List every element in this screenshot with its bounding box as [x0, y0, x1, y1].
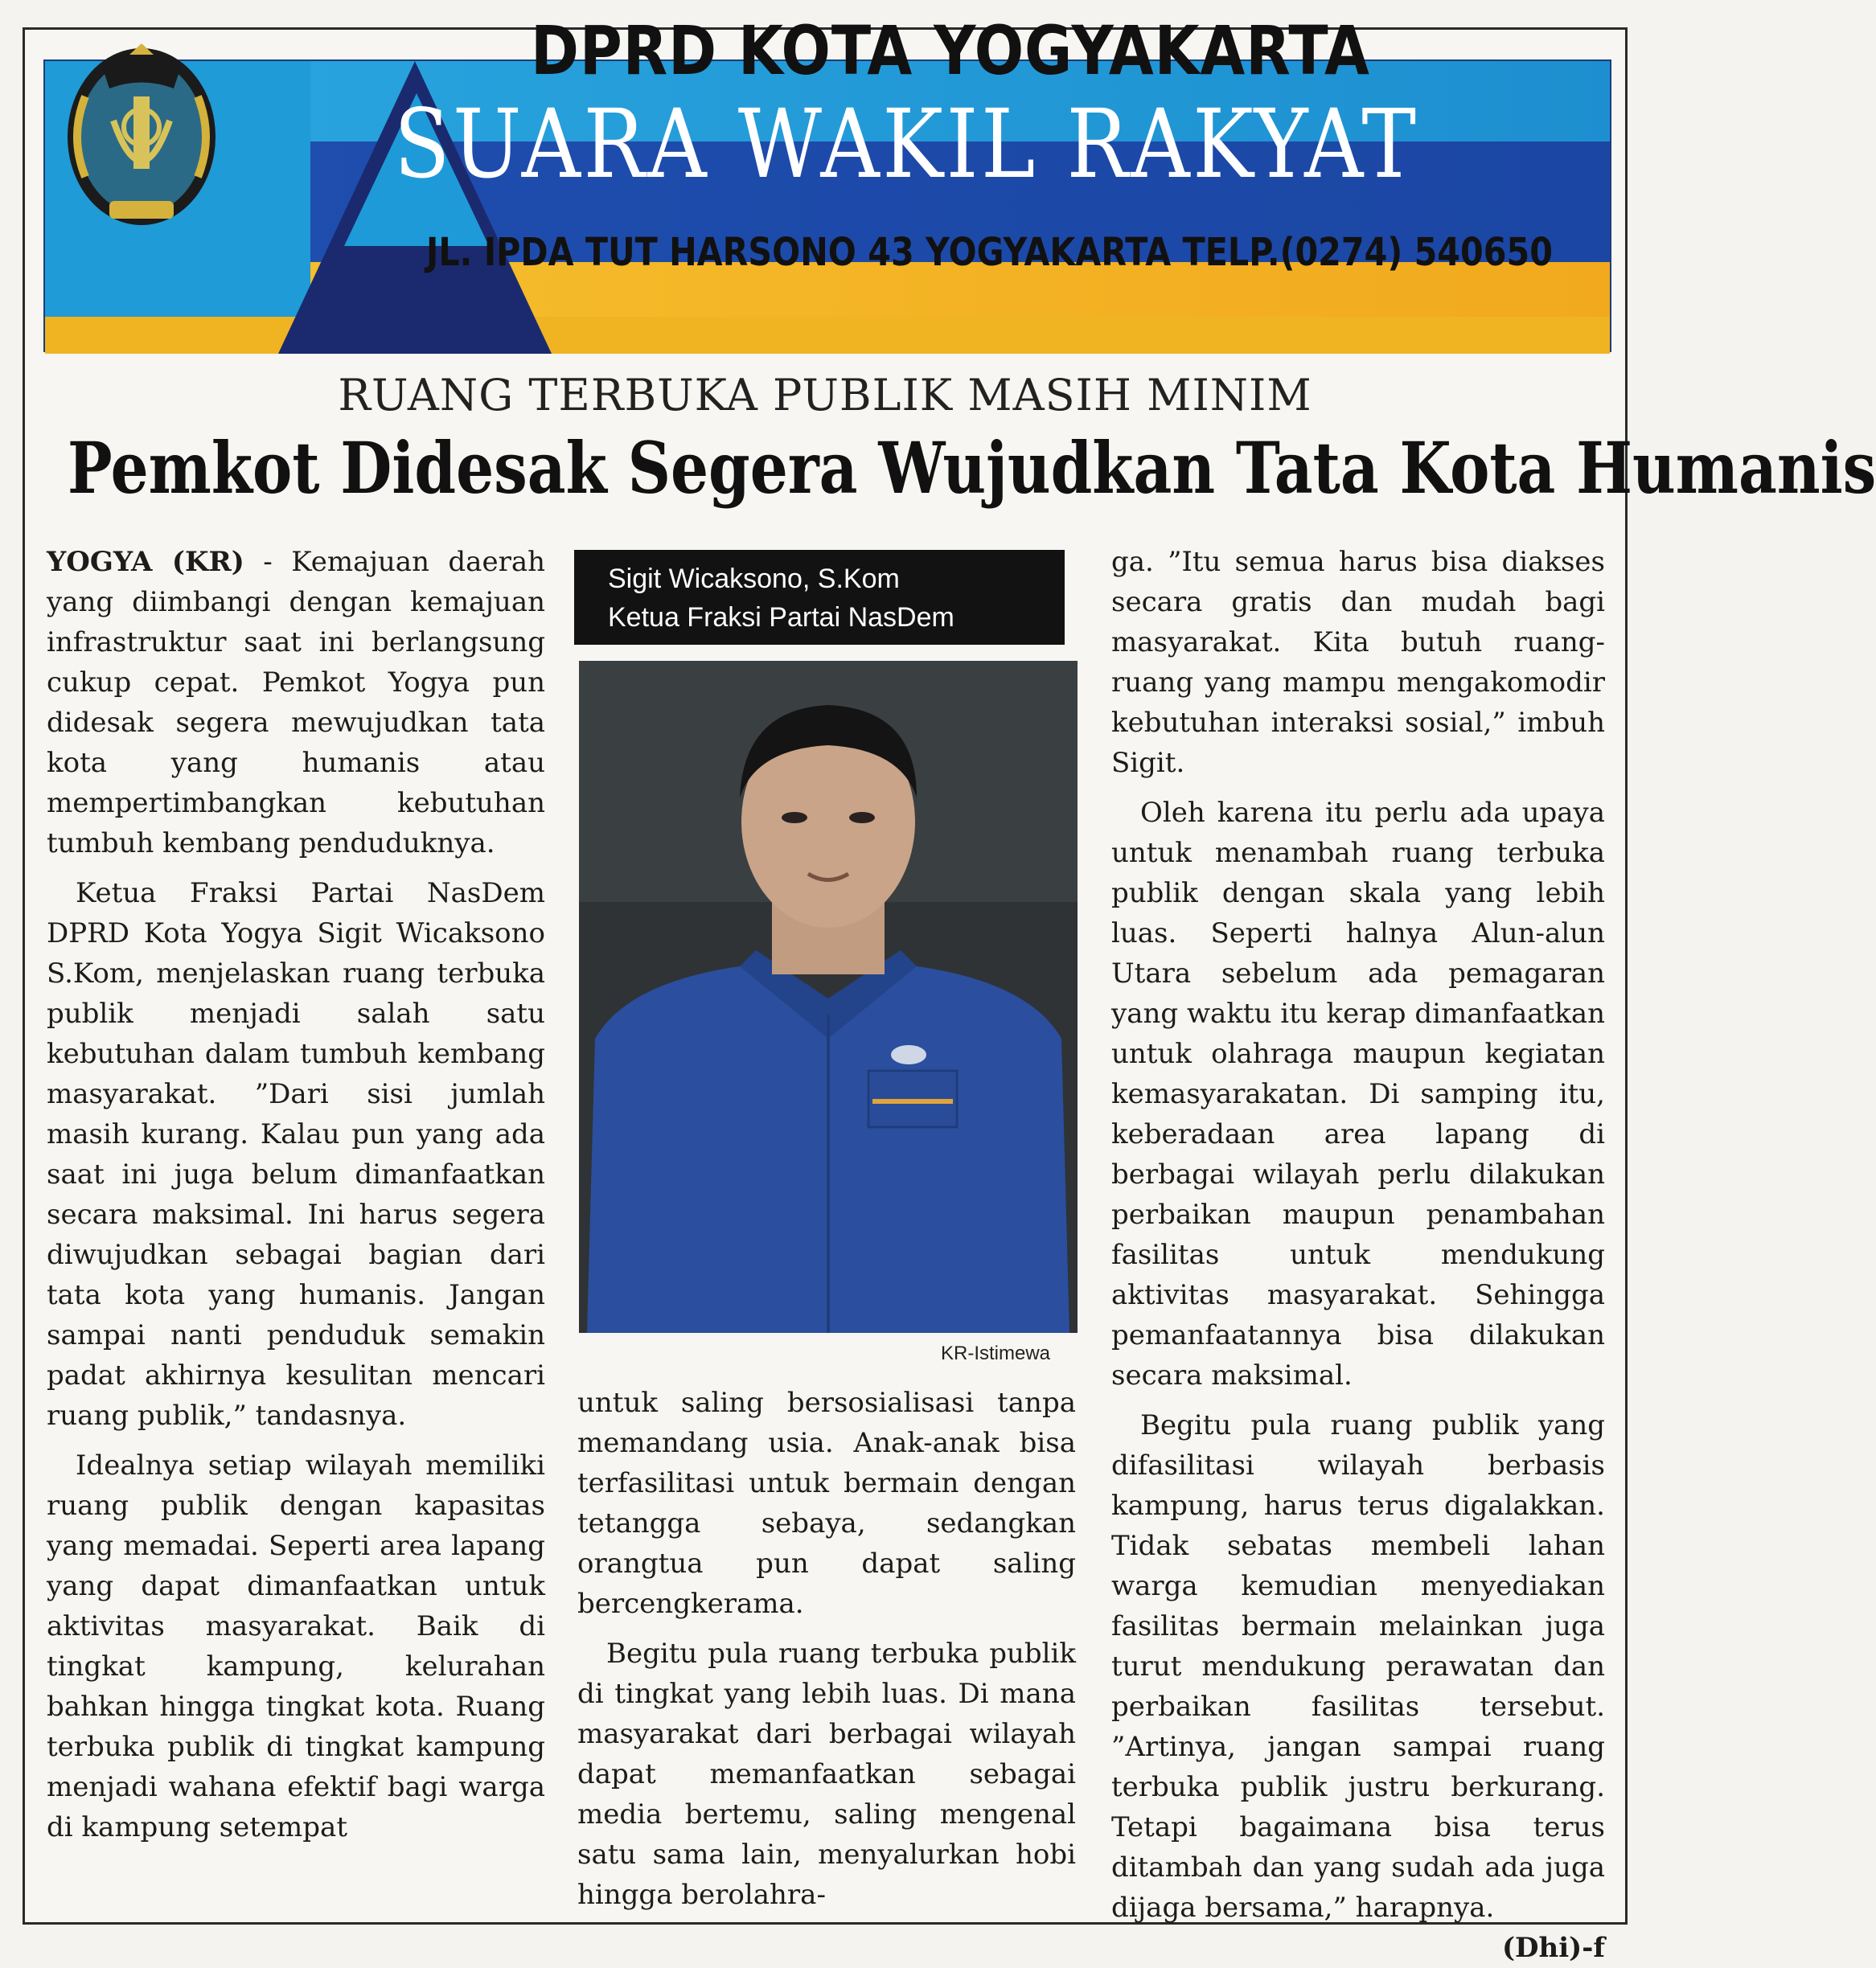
- article-headline: Pemkot Didesak Segera Wujudkan Tata Kota Humanis: [68, 426, 1876, 510]
- caption-title: Ketua Fraksi Partai NasDem: [608, 602, 954, 633]
- masthead-institution: DPRD KOTA YOGYAKARTA: [531, 11, 1370, 90]
- paragraph: Begitu pula ruang terbuka publik di tingkat yang lebih luas. Di mana masyarakat dari berbagai wilayah dapat memanfaatkan sebagai media bertemu, saling mengenal satu sama lain, menyalurkan hobi hingga berolahra-: [577, 1638, 1076, 1911]
- masthead-section-title: SUARA WAKIL RAKYAT: [394, 88, 1419, 199]
- article-column-3: [1111, 542, 1605, 1968]
- paragraph: untuk saling bersosialisasi tanpa memandang usia. Anak-anak bisa terfasilitasi untuk bermain dengan tetangga sebaya, sedangkan orangtua pun dapat saling bercengkerama.: [577, 1387, 1076, 1620]
- dateline: YOGYA (KR): [47, 546, 244, 578]
- caption-name: Sigit Wicaksono, S.Kom: [608, 564, 900, 594]
- dprd-emblem-icon: [53, 32, 230, 241]
- paragraph: Begitu pula ruang publik yang difasilitasi wilayah berbasis kampung, harus terus digalakkan. Tidak sebatas membeli lahan warga kemudian menyediakan fasilitas bermain melainkan juga turut mendukung perawatan dan perbaikan fasilitas tersebut. ”Artinya, jangan sampai ruang terbuka publik justru berkurang. Tetapi bagaimana bisa terus ditambah dan yang sudah ada juga dijaga bersama,” harapnya. (Dhi)-f: [1111, 1405, 1605, 1928]
- paragraph: YOGYA (KR) - Kemajuan daerah yang diimbangi dengan kemajuan infrastruktur saat ini berlangsung cukup cepat. Pemkot Yogya pun didesak segera mewujudkan tata kota yang humanis atau mempertimbangkan kebutuhan tumbuh kembang penduduknya.: [47, 546, 545, 859]
- byline: (Dhi)-f: [1501, 1932, 1605, 1964]
- photo-credit: KR-Istimewa: [941, 1343, 1051, 1364]
- portrait-illustration: [579, 661, 1078, 1333]
- article-kicker: RUANG TERBUKA PUBLIK MASIH MINIM: [338, 370, 1312, 420]
- paragraph: Idealnya setiap wilayah memiliki ruang publik dengan kapasitas yang memadai. Seperti area lapang yang dapat dimanfaatkan untuk aktivitas masyarakat. Baik di tingkat kampung, kelurahan bahkan hingga tingkat kota. Ruang terbuka publik di tingkat kampung menjadi wahana efektif bagi warga di kampung setempat: [47, 1449, 545, 1843]
- article-column-1: [47, 542, 545, 1857]
- photo-caption: [574, 550, 1065, 645]
- paragraph: ga. ”Itu semua harus bisa diakses secara gratis dan mudah bagi masyarakat. Kita butuh ruang-ruang yang mampu mengakomodir kebutuhan interaksi sosial,” imbuh Sigit.: [1111, 546, 1605, 779]
- paragraph: Oleh karena itu perlu ada upaya untuk menambah ruang terbuka publik dengan skala yang lebih luas. Seperti halnya Alun-alun Utara sebelum ada pemagaran yang waktu itu kerap dimanfaatkan untuk olahraga maupun kegiatan kemasyarakatan. Di samping itu, keberadaan area lapang di berbagai wilayah perlu dilakukan perbaikan maupun penambahan fasilitas untuk mendukung aktivitas masyarakat. Sehingga pemanfaatannya bisa dilakukan secara maksimal.: [1111, 797, 1605, 1392]
- masthead-address: JL. IPDA TUT HARSONO 43 YOGYAKARTA TELP.(0274) 540650: [426, 230, 1553, 275]
- portrait-photo: [579, 661, 1078, 1333]
- article-column-2: [577, 1383, 1076, 1925]
- paragraph: Ketua Fraksi Partai NasDem DPRD Kota Yogya Sigit Wicaksono S.Kom, menjelaskan ruang terbuka publik menjadi salah satu kebutuhan dalam tumbuh kembang masyarakat. ”Dari sisi jumlah masih kurang. Kalau pun yang ada saat ini juga belum dimanfaatkan secara maksimal. Ini harus segera diwujudkan sebagai bagian dari tata kota yang humanis. Jangan sampai nanti penduduk semakin padat akhirnya kesulitan mencari ruang publik,” tandasnya.: [47, 877, 545, 1432]
